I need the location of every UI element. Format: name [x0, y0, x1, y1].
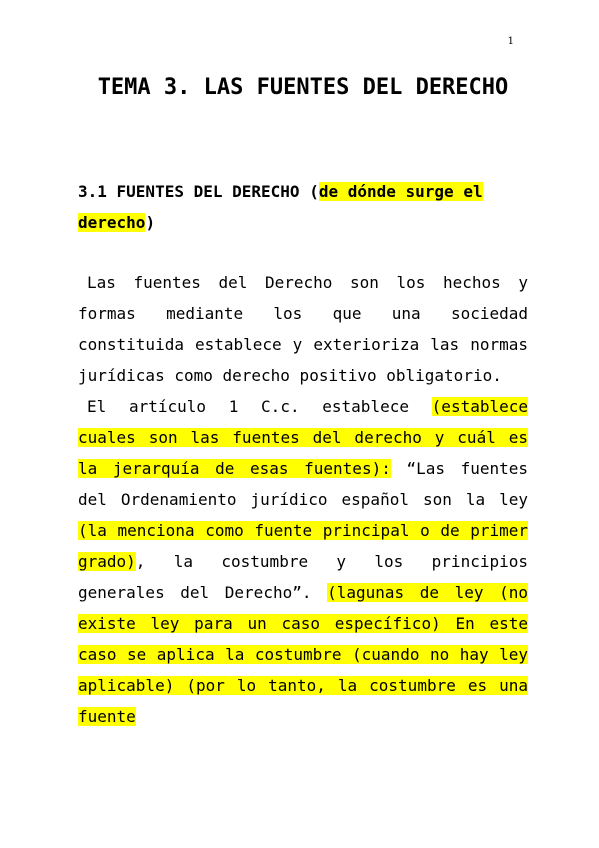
text-segment: El artículo 1 C.c. establece	[87, 397, 432, 416]
page-number: 1	[507, 36, 514, 47]
section-heading-highlight: de dónde surge el derecho	[78, 182, 483, 232]
section-heading-text: 3.1 FUENTES DEL DERECHO (	[78, 182, 319, 201]
paragraph-definition: Las fuentes del Derecho son los hechos y formas mediante los que una sociedad constituida establece y exterioriza las normas jurídicas como derecho positivo obligatorio.	[78, 273, 528, 385]
text-segment: “Las fuentes del Ordenamiento jurídico español son la ley	[78, 459, 528, 509]
highlight-segment: (la menciona como fuente principal o de primer grado)	[78, 521, 528, 571]
document-title: TEMA 3. LAS FUENTES DEL DERECHO	[97, 75, 509, 100]
section-heading	[78, 176, 528, 238]
highlight-segment: (establece cuales son las fuentes del derecho y cuál es la jerarquía de esas fuentes):	[78, 397, 528, 478]
text-segment: , la costumbre y los principios generales del Derecho”.	[78, 552, 528, 602]
section-heading-close: )	[145, 213, 156, 232]
highlight-segment: (lagunas de ley (no existe ley para un caso específico) En este caso se aplica la costumbre (cuando no hay ley aplicable) (por lo tanto, la costumbre es una fuente	[78, 583, 528, 726]
paragraph-article-1	[78, 391, 528, 732]
document-body	[78, 267, 528, 732]
